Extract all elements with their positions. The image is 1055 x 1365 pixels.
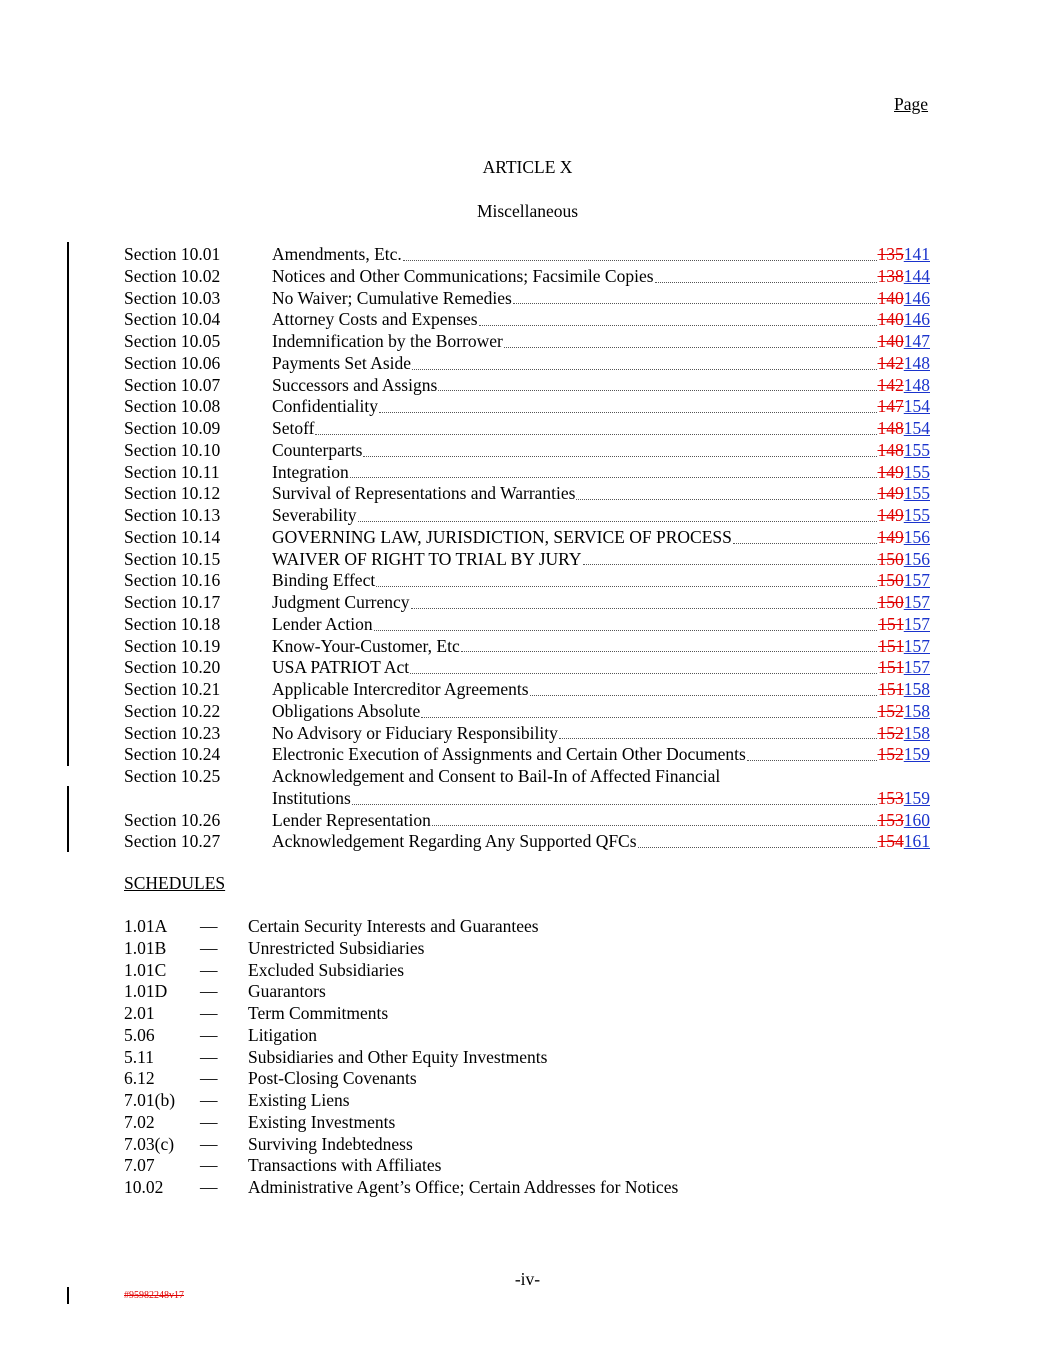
toc-section-number: Section 10.17 — [124, 592, 221, 612]
toc-entry[interactable] — [124, 505, 930, 527]
inserted-page-number[interactable]: 155 — [903, 505, 930, 525]
schedule-title: Subsidiaries and Other Equity Investments — [248, 1046, 548, 1067]
deleted-page-number: 153 — [877, 809, 904, 830]
dot-leader — [432, 825, 877, 826]
schedule-dash: — — [200, 1090, 218, 1110]
toc-title: Setoff — [272, 418, 315, 438]
toc-page-ref[interactable] — [878, 375, 931, 397]
toc-section-number: Section 10.01 — [124, 244, 221, 264]
toc-section-number: Section 10.26 — [124, 809, 221, 830]
dot-leader — [411, 608, 877, 609]
deleted-page-number: 151 — [878, 635, 904, 656]
toc-page-ref[interactable] — [878, 636, 930, 658]
schedule-title: Transactions with Affiliates — [248, 1155, 442, 1176]
toc-title: Notices and Other Communications; Facsimile Copies — [272, 265, 654, 286]
schedule-item — [124, 1112, 924, 1134]
toc-entry[interactable] — [124, 418, 930, 440]
toc-entry[interactable] — [124, 353, 930, 375]
toc-entry[interactable] — [124, 570, 930, 592]
toc-section-number: Section 10.13 — [124, 505, 221, 525]
inserted-page-number[interactable]: 141 — [903, 244, 930, 264]
toc-title: No Advisory or Fiduciary Responsibility — [272, 722, 558, 743]
article-title: ARTICLE X — [482, 157, 573, 177]
inserted-page-number[interactable]: 147 — [903, 331, 930, 351]
schedule-item — [124, 1134, 924, 1156]
dot-leader — [403, 260, 877, 261]
schedule-dash: — — [200, 1003, 218, 1023]
toc-title: Applicable Intercreditor Agreements — [272, 679, 529, 699]
inserted-page-number[interactable]: 157 — [903, 570, 930, 591]
deleted-page-number: 135 — [877, 244, 904, 264]
dot-leader — [438, 390, 876, 391]
toc-section-number: Section 10.09 — [124, 418, 221, 438]
toc-section-number: Section 10.22 — [124, 700, 221, 721]
toc-entry[interactable] — [124, 527, 930, 549]
inserted-page-number[interactable]: 157 — [903, 657, 930, 678]
inserted-page-number[interactable]: 154 — [903, 418, 930, 438]
toc-section-number: Section 10.27 — [124, 831, 221, 852]
page-column-label: Page — [894, 94, 929, 114]
inserted-page-number[interactable]: 157 — [903, 592, 930, 612]
dot-leader — [352, 804, 877, 805]
change-bar — [67, 242, 69, 766]
toc-entry[interactable] — [124, 744, 930, 766]
dot-leader — [315, 434, 876, 435]
inserted-page-number[interactable]: 156 — [903, 526, 930, 547]
dot-leader — [530, 695, 878, 696]
inserted-page-number[interactable]: 157 — [903, 635, 930, 656]
dot-leader — [638, 847, 877, 848]
schedules-heading: SCHEDULES — [124, 873, 226, 893]
deleted-page-number: 151 — [878, 613, 904, 634]
toc-title: Obligations Absolute — [272, 700, 421, 721]
dot-leader — [376, 586, 876, 587]
toc-entry[interactable] — [124, 810, 930, 832]
toc-page-ref[interactable] — [878, 483, 931, 505]
toc-entry[interactable] — [124, 462, 930, 484]
schedule-number: 1.01D — [124, 981, 168, 1002]
toc-page-ref[interactable] — [878, 723, 931, 745]
deleted-page-number: 140 — [877, 309, 904, 330]
toc-page-ref[interactable] — [878, 570, 931, 592]
deleted-page-number: 150 — [877, 570, 904, 591]
schedule-dash: — — [200, 1111, 218, 1132]
dot-leader — [747, 760, 877, 761]
toc-title: Confidentiality — [272, 396, 378, 417]
dot-leader — [410, 673, 877, 674]
schedule-number: 7.01(b) — [124, 1090, 176, 1110]
schedule-title: Unrestricted Subsidiaries — [248, 937, 425, 958]
toc-title: Amendments, Etc. — [272, 244, 402, 264]
toc-section-number: Section 10.06 — [124, 352, 221, 373]
inserted-page-number[interactable]: 155 — [903, 483, 930, 504]
toc-section-number: Section 10.04 — [124, 309, 221, 330]
toc-page-ref[interactable] — [878, 309, 931, 331]
schedule-item — [124, 1155, 924, 1177]
toc-section-number: Section 10.03 — [124, 287, 221, 308]
toc-page-ref[interactable] — [878, 679, 930, 701]
toc-page-ref[interactable] — [878, 462, 931, 484]
schedule-number: 1.01B — [124, 937, 167, 958]
table-of-contents — [124, 244, 930, 853]
article-subtitle: Miscellaneous — [476, 201, 579, 221]
deleted-page-number: 147 — [877, 396, 904, 417]
schedule-dash: — — [200, 1177, 218, 1197]
toc-entry[interactable] — [124, 331, 930, 353]
inserted-page-number[interactable]: 158 — [903, 722, 930, 743]
toc-section-number: Section 10.21 — [124, 679, 221, 699]
schedule-title: Excluded Subsidiaries — [248, 959, 405, 980]
toc-page-ref[interactable] — [878, 505, 931, 527]
toc-title: No Waiver; Cumulative Remedies — [272, 287, 512, 308]
inserted-page-number[interactable]: 158 — [903, 679, 930, 699]
schedule-dash: — — [200, 1068, 218, 1089]
toc-section-number: Section 10.08 — [124, 396, 221, 417]
toc-section-number: Section 10.15 — [124, 548, 221, 569]
inserted-page-number[interactable]: 159 — [903, 744, 930, 765]
toc-page-ref[interactable] — [878, 527, 931, 549]
schedule-number: 5.11 — [124, 1046, 154, 1067]
dot-leader — [504, 347, 877, 348]
dot-leader — [379, 412, 877, 413]
toc-section-number: Section 10.18 — [124, 613, 221, 634]
toc-title-continued: Institutions — [272, 787, 351, 808]
toc-page-ref[interactable] — [878, 331, 931, 353]
schedule-dash: — — [200, 1024, 218, 1045]
toc-section-number: Section 10.16 — [124, 570, 221, 591]
toc-page-ref[interactable] — [878, 657, 930, 679]
toc-title: Indemnification by the Borrower — [272, 331, 503, 351]
inserted-page-number[interactable]: 148 — [903, 374, 930, 395]
dot-leader — [358, 521, 877, 522]
toc-page-ref[interactable] — [878, 549, 931, 571]
toc-title: Acknowledgement and Consent to Bail-In of Affected Financial — [272, 766, 721, 786]
schedule-dash: — — [200, 937, 218, 958]
toc-section-number: Section 10.11 — [124, 461, 220, 482]
schedule-title: Administrative Agent’s Office; Certain Addresses for Notices — [248, 1177, 679, 1197]
schedule-title: Guarantors — [248, 981, 326, 1002]
toc-section-number: Section 10.05 — [124, 331, 221, 351]
dot-leader — [412, 369, 876, 370]
inserted-page-number[interactable]: 156 — [903, 548, 930, 569]
toc-section-number: Section 10.02 — [124, 265, 221, 286]
toc-section-number: Section 10.14 — [124, 526, 221, 547]
toc-entry[interactable] — [124, 723, 930, 745]
toc-section-number: Section 10.10 — [124, 439, 221, 460]
inserted-page-number[interactable]: 159 — [903, 787, 930, 808]
schedule-dash: — — [200, 1155, 218, 1176]
schedule-number: 7.07 — [124, 1155, 155, 1176]
deleted-page-number: 153 — [877, 787, 904, 808]
schedule-item — [124, 1090, 924, 1112]
dot-leader — [479, 325, 877, 326]
toc-page-ref[interactable] — [878, 266, 931, 288]
deleted-page-number: 149 — [877, 461, 904, 482]
toc-title: Successors and Assigns — [272, 374, 438, 395]
toc-entry[interactable] — [124, 679, 930, 701]
schedule-item — [124, 938, 924, 960]
toc-title: Electronic Execution of Assignments and Certain Other Documents — [272, 744, 746, 765]
toc-page-ref[interactable] — [878, 592, 931, 614]
schedule-number: 7.02 — [124, 1111, 155, 1132]
toc-section-number: Section 10.12 — [124, 483, 221, 504]
schedule-item — [124, 1068, 924, 1090]
toc-page-ref[interactable] — [878, 788, 931, 810]
deleted-page-number: 151 — [878, 657, 904, 678]
schedule-title: Litigation — [248, 1024, 318, 1045]
schedule-number: 5.06 — [124, 1024, 155, 1045]
toc-entry[interactable] — [124, 766, 930, 810]
toc-title: Attorney Costs and Expenses — [272, 309, 478, 330]
schedule-dash: — — [200, 959, 218, 980]
deleted-page-number: 152 — [877, 700, 904, 721]
inserted-page-number[interactable]: 148 — [903, 352, 930, 373]
toc-section-number: Section 10.20 — [124, 657, 221, 678]
deleted-page-number: 140 — [877, 287, 904, 308]
toc-title: Lender Representation — [272, 809, 431, 830]
change-bar — [67, 786, 69, 852]
inserted-page-number[interactable]: 146 — [903, 287, 930, 308]
schedule-number: 2.01 — [124, 1003, 155, 1023]
toc-title: USA PATRIOT Act — [272, 657, 410, 678]
dot-leader — [363, 456, 876, 457]
inserted-page-number[interactable]: 161 — [903, 831, 930, 852]
schedule-dash: — — [200, 1046, 218, 1067]
toc-title: Counterparts — [272, 439, 363, 460]
toc-entry[interactable] — [124, 483, 930, 505]
toc-title: Judgment Currency — [272, 592, 410, 612]
toc-entry[interactable] — [124, 440, 930, 462]
inserted-page-number[interactable]: 158 — [903, 700, 930, 721]
schedule-item — [124, 960, 924, 982]
document-id: #95982248v17 — [124, 1290, 184, 1301]
deleted-page-number: 152 — [877, 722, 904, 743]
schedules-list — [124, 916, 924, 1199]
schedule-number: 1.01A — [124, 916, 168, 936]
dot-leader — [461, 651, 877, 652]
toc-title: Acknowledgement Regarding Any Supported QFCs — [272, 831, 637, 852]
toc-page-ref[interactable] — [878, 353, 931, 375]
deleted-page-number: 149 — [877, 505, 904, 525]
toc-entry[interactable] — [124, 266, 930, 288]
inserted-page-number[interactable]: 146 — [903, 309, 930, 330]
schedule-dash: — — [200, 981, 218, 1002]
deleted-page-number: 154 — [877, 831, 904, 852]
dot-leader — [374, 630, 878, 631]
schedule-number: 1.01C — [124, 959, 167, 980]
schedule-number: 10.02 — [124, 1177, 164, 1197]
deleted-page-number: 152 — [877, 744, 904, 765]
dot-leader — [559, 738, 877, 739]
schedule-item — [124, 916, 924, 938]
schedule-item — [124, 1047, 924, 1069]
deleted-page-number: 142 — [877, 374, 904, 395]
dot-leader — [421, 717, 876, 718]
schedule-title: Existing Liens — [248, 1090, 350, 1110]
toc-page-ref[interactable] — [878, 396, 931, 418]
toc-section-number: Section 10.07 — [124, 374, 221, 395]
toc-title: Binding Effect — [272, 570, 376, 591]
deleted-page-number: 140 — [877, 331, 904, 351]
schedule-item — [124, 1025, 924, 1047]
toc-entry[interactable] — [124, 636, 930, 658]
toc-entry[interactable] — [124, 657, 930, 679]
deleted-page-number: 149 — [877, 526, 904, 547]
deleted-page-number: 150 — [877, 548, 904, 569]
inserted-page-number[interactable]: 157 — [903, 613, 930, 634]
deleted-page-number: 149 — [877, 483, 904, 504]
toc-title: GOVERNING LAW, JURISDICTION, SERVICE OF PROCESS — [272, 526, 732, 547]
toc-page-ref[interactable] — [878, 701, 931, 723]
schedule-title: Post-Closing Covenants — [248, 1068, 417, 1089]
page-number: -iv- — [514, 1269, 541, 1289]
schedule-number: 6.12 — [124, 1068, 155, 1089]
deleted-page-number: 138 — [877, 265, 904, 286]
inserted-page-number[interactable]: 155 — [903, 461, 930, 482]
toc-section-number: Section 10.25 — [124, 766, 221, 786]
deleted-page-number: 151 — [878, 679, 904, 699]
deleted-page-number: 148 — [877, 439, 904, 460]
inserted-page-number[interactable]: 160 — [903, 809, 930, 830]
toc-title: WAIVER OF RIGHT TO TRIAL BY JURY — [272, 548, 582, 569]
inserted-page-number[interactable]: 154 — [903, 396, 930, 417]
toc-section-number: Section 10.23 — [124, 722, 221, 743]
toc-entry[interactable] — [124, 549, 930, 571]
toc-entry[interactable] — [124, 831, 930, 853]
schedule-title: Surviving Indebtedness — [248, 1133, 413, 1154]
dot-leader — [350, 477, 877, 478]
toc-entry[interactable] — [124, 244, 930, 266]
inserted-page-number[interactable]: 155 — [903, 439, 930, 460]
toc-entry[interactable] — [124, 288, 930, 310]
schedule-item — [124, 981, 924, 1003]
schedule-dash: — — [200, 916, 218, 936]
toc-page-ref[interactable] — [878, 440, 931, 462]
toc-entry[interactable] — [124, 592, 930, 614]
dot-leader — [576, 499, 876, 500]
schedule-title: Term Commitments — [248, 1003, 389, 1023]
dot-leader — [733, 543, 877, 544]
toc-section-number: Section 10.19 — [124, 635, 221, 656]
toc-page-ref[interactable] — [878, 744, 931, 766]
deleted-page-number: 142 — [877, 352, 904, 373]
schedule-dash: — — [200, 1133, 218, 1154]
inserted-page-number[interactable]: 144 — [903, 265, 930, 286]
schedule-title: Existing Investments — [248, 1111, 396, 1132]
toc-page-ref[interactable] — [878, 244, 931, 266]
dot-leader — [655, 282, 877, 283]
deleted-page-number: 150 — [877, 592, 904, 612]
toc-page-ref[interactable] — [878, 614, 930, 636]
schedule-item — [124, 1177, 924, 1199]
toc-entry[interactable] — [124, 375, 930, 397]
schedule-item — [124, 1003, 924, 1025]
toc-entry[interactable] — [124, 309, 930, 331]
toc-title: Payments Set Aside — [272, 352, 412, 373]
toc-entry[interactable] — [124, 614, 930, 636]
toc-title: Survival of Representations and Warranties — [272, 483, 576, 504]
toc-title: Severability — [272, 505, 357, 525]
toc-title: Know-Your-Customer, Etc — [272, 635, 460, 656]
toc-entry[interactable] — [124, 396, 930, 418]
schedule-number: 7.03(c) — [124, 1133, 175, 1154]
toc-section-number: Section 10.24 — [124, 744, 221, 765]
toc-page-ref[interactable] — [878, 418, 931, 440]
dot-leader — [513, 303, 877, 304]
toc-page-ref[interactable] — [878, 288, 931, 310]
schedule-title: Certain Security Interests and Guarantees — [248, 916, 539, 936]
dot-leader — [583, 564, 877, 565]
toc-page-ref[interactable] — [878, 831, 931, 853]
deleted-page-number: 148 — [877, 418, 904, 438]
toc-entry[interactable] — [124, 701, 930, 723]
toc-page-ref[interactable] — [878, 810, 931, 832]
toc-title: Integration — [272, 461, 349, 482]
toc-title: Lender Action — [272, 613, 373, 634]
